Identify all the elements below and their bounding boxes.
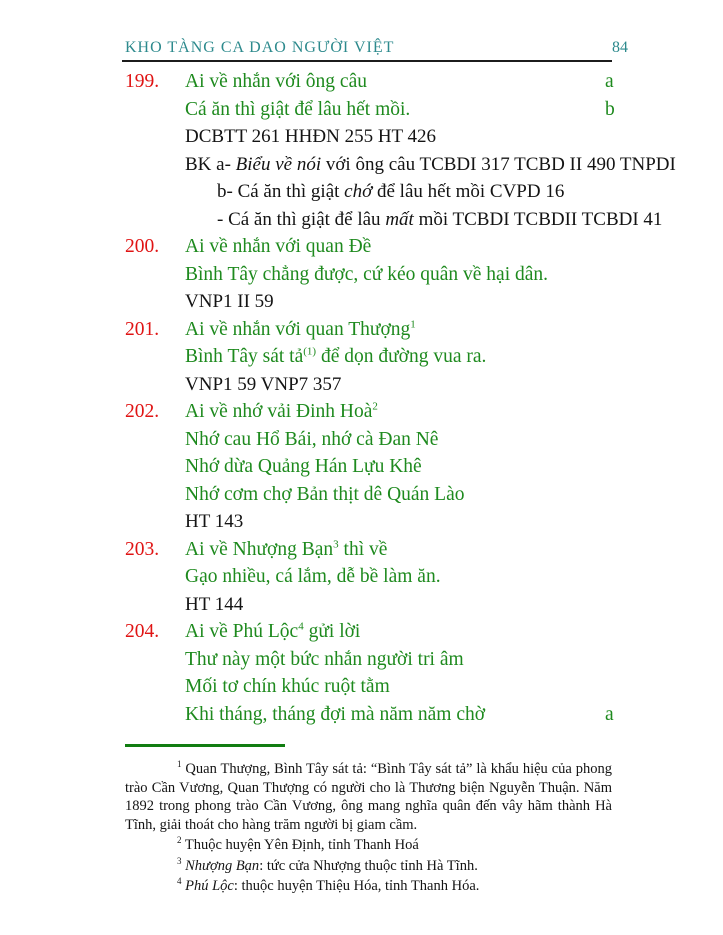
- text-segment: Quan Thượng, Bình Tây sát tả: “Bình Tây sát tả” là khẩu hiệu của phong trào Cần Vương, Quan Thượng có người cho là Thương biện Nguyễn Thuận. Năm 1892 trong phong trào Cần Vương, ông mang nghĩa quân đến vây hãm thành Hà Tĩnh, giải thoát cho hàng trăm người bị giam cầm.: [125, 761, 612, 833]
- entries-list: [0, 68, 723, 728]
- variant-line: [0, 178, 723, 206]
- footnote-marker: 2: [177, 835, 182, 846]
- verse-line: [0, 398, 723, 426]
- verse-line: [0, 618, 723, 646]
- text-segment: Mối tơ chín khúc ruột tằm: [185, 676, 390, 697]
- text-segment: b- Cá ăn thì giật: [217, 181, 345, 202]
- verse-text: [185, 71, 367, 92]
- verse-line: [0, 536, 723, 564]
- verse-text: [185, 484, 465, 505]
- header-rule: [122, 60, 612, 62]
- text-segment: Thuộc huyện Yên Định, tỉnh Thanh Hoá: [181, 837, 419, 853]
- entry-number: 199.: [125, 71, 160, 92]
- reference-codes: VNP1 59 VNP7 357: [185, 373, 342, 395]
- footnote: [125, 760, 612, 834]
- verse-text: [185, 621, 360, 642]
- footnote: [125, 857, 612, 876]
- page-number: 84: [612, 39, 628, 56]
- verse-text: [185, 99, 410, 120]
- text-segment: Nhớ cơm chợ Bản thịt dê Quán Lào: [185, 483, 465, 505]
- text-segment: để dọn đường vua ra.: [316, 346, 487, 367]
- verse-text: [185, 649, 464, 670]
- verse-line: [0, 481, 723, 509]
- variant-line: [0, 206, 723, 234]
- text-segment: Nhượng Bạn: [185, 857, 260, 874]
- verse-text: [185, 676, 390, 697]
- text-segment: mồi TCBDI TCBDII TCBDI 41: [413, 208, 663, 230]
- variant-marker: a: [605, 703, 614, 725]
- verse-text: [185, 429, 438, 450]
- verse-text: [185, 704, 485, 725]
- variant-line: [0, 151, 723, 179]
- text-segment: Khi tháng, tháng đợi mà năm năm chờ: [185, 703, 486, 725]
- verse-line: [0, 426, 723, 454]
- verse-text: [185, 264, 548, 285]
- text-segment: 2: [372, 400, 378, 413]
- verse-line: [0, 563, 723, 591]
- verse-line: [0, 673, 723, 701]
- entry-number: 201.: [125, 318, 160, 340]
- footnote-separator: [125, 744, 285, 747]
- text-segment: Bình Tây chẳng được, cứ kéo quân về hại dân.: [185, 263, 549, 285]
- text-segment: với ông câu TCBDI 317 TCBD II 490 TNPDI: [321, 153, 676, 175]
- entry-number: 204.: [125, 621, 160, 642]
- text-segment: 3: [333, 538, 339, 550]
- text-segment: chớ: [344, 181, 373, 202]
- verse-text: [185, 236, 371, 257]
- text-segment: BK a-: [185, 153, 236, 175]
- page-header-title: KHO TÀNG CA DAO NGƯỜI VIỆT: [125, 39, 395, 56]
- verse-line: [0, 646, 723, 674]
- text-segment: - Cá ăn thì giật để lâu: [217, 208, 386, 230]
- verse-line: [0, 68, 723, 96]
- verse-text: [185, 539, 387, 560]
- text-segment: Ai về nhắn với quan Thượng: [185, 318, 411, 340]
- entry-number: 200.: [125, 236, 160, 257]
- reference-codes: DCBTT 261 HHĐN 255 HT 426: [185, 126, 437, 147]
- entry-number: 202.: [125, 401, 160, 422]
- footnote: [125, 836, 612, 855]
- verse-line: [0, 343, 723, 371]
- verse-line: [0, 701, 723, 729]
- text-segment: mất: [385, 208, 414, 230]
- text-segment: Nhớ dừa Quảng Hán Lựu Khê: [185, 456, 422, 477]
- verse-text: [185, 401, 378, 422]
- reference-codes: VNP1 II 59: [185, 291, 274, 312]
- verse-line: [0, 453, 723, 481]
- text-segment: Biểu về nói: [235, 153, 322, 175]
- verse-text: [185, 566, 441, 587]
- text-segment: Ai về nhớ vải Đinh Hoà: [185, 401, 373, 422]
- text-segment: Cá ăn thì giật để lâu hết mồi.: [185, 98, 411, 120]
- text-segment: 4: [298, 620, 304, 633]
- verse-line: [0, 96, 723, 124]
- reference-codes: HT 143: [185, 511, 244, 532]
- text-segment: Gạo nhiều, cá lắm, dễ bề làm ăn.: [185, 566, 441, 587]
- variant-marker: a: [605, 71, 614, 92]
- verse-line: [0, 261, 723, 289]
- text-segment: thì về: [338, 538, 388, 560]
- verse-line: [0, 233, 723, 261]
- text-segment: 1: [410, 318, 416, 330]
- verse-text: [185, 319, 416, 340]
- text-segment: Ai về nhắn với ông câu: [185, 71, 367, 92]
- text-segment: Ai về Phú Lộc: [185, 621, 299, 642]
- text-segment: Phú Lộc: [185, 878, 234, 894]
- text-segment: để lâu hết mồi CVPD 16: [372, 181, 565, 202]
- entry-number: 203.: [125, 538, 160, 560]
- footnotes-section: [125, 744, 612, 898]
- footnote-marker: 3: [177, 855, 182, 866]
- text-segment: Thư này một bức nhắn người tri âm: [185, 648, 464, 670]
- text-segment: gửi lời: [303, 621, 361, 642]
- reference-codes: HT 144: [185, 593, 244, 615]
- verse-text: [185, 346, 486, 367]
- footnote-marker: 4: [177, 876, 182, 887]
- text-segment: Ai về Nhượng Bạn: [185, 538, 334, 560]
- footnote-marker: 1: [177, 759, 182, 770]
- footnote: [125, 877, 612, 896]
- verse-text: [185, 456, 422, 477]
- text-segment: Bình Tây sát tả: [185, 346, 304, 367]
- variant-marker: b: [605, 98, 615, 120]
- text-segment: : tức cửa Nhượng thuộc tỉnh Hà Tĩnh.: [259, 857, 478, 874]
- text-segment: Ai về nhắn với quan Đề: [185, 236, 372, 257]
- text-segment: (1): [303, 345, 317, 358]
- text-segment: Nhớ cau Hổ Bái, nhớ cà Đan Nê: [185, 428, 439, 450]
- text-segment: : thuộc huyện Thiệu Hóa, tỉnh Thanh Hóa.: [233, 878, 480, 894]
- verse-line: [0, 316, 723, 344]
